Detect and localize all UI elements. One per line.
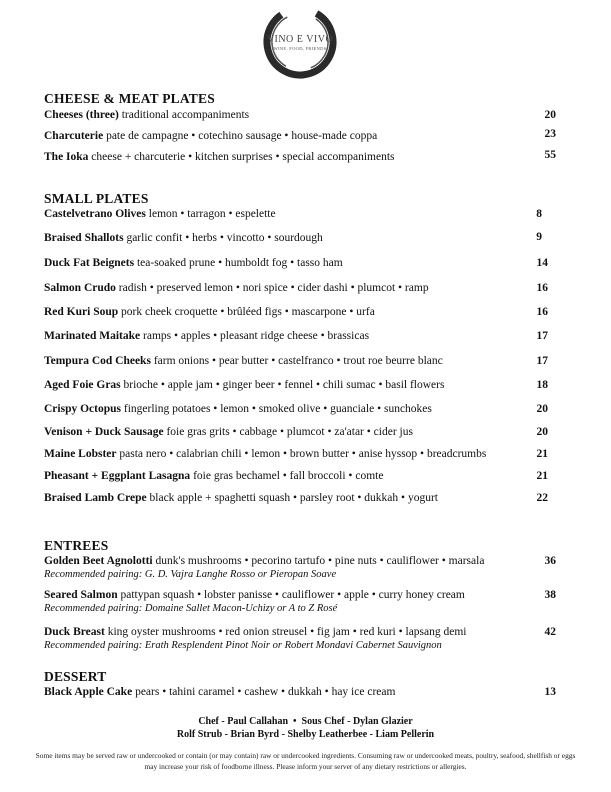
item-price: 8: [536, 208, 542, 220]
item-description: farm onions • pear butter • castelfranco • trout roe beurre blanc: [153, 355, 443, 367]
item-name: Seared Salmon: [44, 589, 118, 601]
item-price: 22: [536, 492, 548, 504]
menu-item: [44, 403, 432, 415]
item-name: Marinated Maitake: [44, 330, 141, 342]
menu-item: [44, 257, 343, 269]
item-price: 20: [536, 403, 548, 415]
item-price: 9: [536, 231, 542, 243]
section-title-cheese: CHEESE & MEAT PLATES: [44, 91, 215, 106]
item-description: foie gras bechamel • fall broccoli • comte: [193, 470, 384, 482]
menu-item: [44, 589, 465, 601]
logo-name: VINO E VIVO: [266, 34, 334, 45]
menu-item: [44, 470, 383, 482]
item-description: ramps • apples • pleasant ridge cheese • brassicas: [143, 330, 370, 342]
item-name: Venison + Duck Sausage: [44, 426, 164, 438]
food-safety-disclaimer: Some items may be served raw or undercooked or contain (or may contain) raw or undercooked ingredients. Consuming raw or undercooked meats, poultry, seafood, shellfish or eggs may increase your risk of foodborne illness. Please inform your server of any dietary restrictions or allergies.: [35, 751, 576, 771]
item-price: 38: [544, 589, 556, 601]
restaurant-logo: [259, 2, 341, 84]
item-price: 16: [536, 306, 548, 318]
item-description: radish • preserved lemon • nori spice • cider dashi • plumcot • ramp: [118, 282, 429, 294]
item-description: foie gras grits • cabbage • plumcot • za'atar • cider jus: [166, 426, 413, 438]
item-name: Black Apple Cake: [44, 686, 133, 698]
item-description: king oyster mushrooms • red onion streusel • fig jam • red kuri • lapsang demi: [107, 626, 467, 638]
item-price: 13: [544, 686, 556, 698]
item-name: Tempura Cod Cheeks: [44, 355, 151, 367]
item-description: garlic confit • herbs • vincotto • sourdough: [126, 232, 323, 244]
item-description: tea-soaked prune • humboldt fog • tasso ham: [136, 257, 343, 269]
item-description: brioche • apple jam • ginger beer • fennel • chili sumac • basil flowers: [123, 379, 445, 391]
section-title-entrees: ENTREES: [44, 538, 109, 553]
item-price: 18: [536, 379, 548, 391]
item-name: Golden Beet Agnolotti: [44, 555, 153, 567]
item-name: Red Kuri Soup: [44, 306, 119, 318]
item-price: 20: [544, 109, 556, 121]
item-name: Salmon Crudo: [44, 282, 116, 294]
menu-item: [44, 379, 444, 391]
item-name: Pheasant + Eggplant Lasagna: [44, 470, 191, 482]
item-description: pate de campagne • cotechino sausage • house-made coppa: [106, 130, 378, 142]
item-price: 23: [544, 128, 556, 140]
menu-item: [44, 448, 486, 460]
item-name: Charcuterie: [44, 130, 104, 142]
item-name: Castelvetrano Olives: [44, 208, 146, 220]
item-description: traditional accompaniments: [121, 109, 250, 121]
item-name: Aged Foie Gras: [44, 379, 121, 391]
item-description: dunk's mushrooms • pecorino tartufo • pine nuts • cauliflower • marsala: [155, 555, 485, 567]
menu-item: [44, 626, 467, 638]
item-description: lemon • tarragon • espelette: [148, 208, 276, 220]
menu-item: [44, 555, 484, 567]
menu-item: [44, 355, 443, 367]
item-name: Crispy Octopus: [44, 403, 121, 415]
item-price: 17: [536, 355, 548, 367]
item-price: 20: [536, 426, 548, 438]
menu-item: [44, 151, 395, 163]
item-price: 21: [536, 470, 548, 482]
wine-pairing: Recommended pairing: Erath Resplendent Pinot Noir or Robert Mondavi Cabernet Sauvignon: [44, 640, 442, 651]
item-description: fingerling potatoes • lemon • smoked olive • guanciale • sunchokes: [123, 403, 432, 415]
item-price: 16: [536, 282, 548, 294]
staff-line-chefs: Chef - Paul Callahan • Sous Chef - Dylan Glazier: [198, 716, 413, 727]
logo-tagline: WINE, FOOD, FRIENDS: [273, 46, 327, 51]
menu-item: [44, 492, 438, 504]
staff-line-team: Rolf Strub - Brian Byrd - Shelby Leatherbee - Liam Pellerin: [176, 729, 435, 740]
wine-pairing: Recommended pairing: Domaine Sallet Macon-Uchizy or A to Z Rosé: [44, 603, 338, 614]
menu-item: [44, 232, 323, 244]
item-name: Duck Fat Beignets: [44, 257, 135, 269]
item-description: pasta nero • calabrian chili • lemon • brown butter • anise hyssop • breadcrumbs: [119, 448, 487, 460]
item-description: cheese + charcuterie • kitchen surprises • special accompaniments: [91, 151, 395, 163]
section-title-dessert: DESSERT: [44, 669, 107, 684]
item-description: black apple + spaghetti squash • parsley root • dukkah • yogurt: [149, 492, 438, 504]
item-description: pattypan squash • lobster panisse • cauliflower • apple • curry honey cream: [120, 589, 465, 601]
item-price: 42: [544, 626, 556, 638]
item-price: 21: [536, 448, 548, 460]
section-title-small-plates: SMALL PLATES: [44, 191, 149, 206]
item-price: 55: [544, 149, 556, 161]
menu-item: [44, 686, 395, 698]
item-description: pork cheek croquette • brûléed figs • mascarpone • urfa: [121, 306, 375, 318]
menu-item: [44, 330, 369, 342]
item-price: 17: [536, 330, 548, 342]
item-description: pears • tahini caramel • cashew • dukkah • hay ice cream: [135, 686, 396, 698]
menu-item: [44, 109, 249, 121]
item-name: Braised Shallots: [44, 232, 124, 244]
item-price: 36: [544, 555, 556, 567]
item-name: Braised Lamb Crepe: [44, 492, 147, 504]
item-name: The Ioka: [44, 151, 89, 163]
menu-item: [44, 282, 429, 294]
item-name: Cheeses (three): [44, 109, 119, 121]
menu-item: [44, 208, 276, 220]
item-name: Maine Lobster: [44, 448, 117, 460]
item-price: 14: [536, 257, 548, 269]
wine-pairing: Recommended pairing: G. D. Vajra Langhe Rosso or Pieropan Soave: [44, 569, 337, 580]
menu-item: [44, 426, 413, 438]
menu-item: [44, 306, 375, 318]
menu-item: [44, 130, 377, 142]
item-name: Duck Breast: [44, 626, 105, 638]
